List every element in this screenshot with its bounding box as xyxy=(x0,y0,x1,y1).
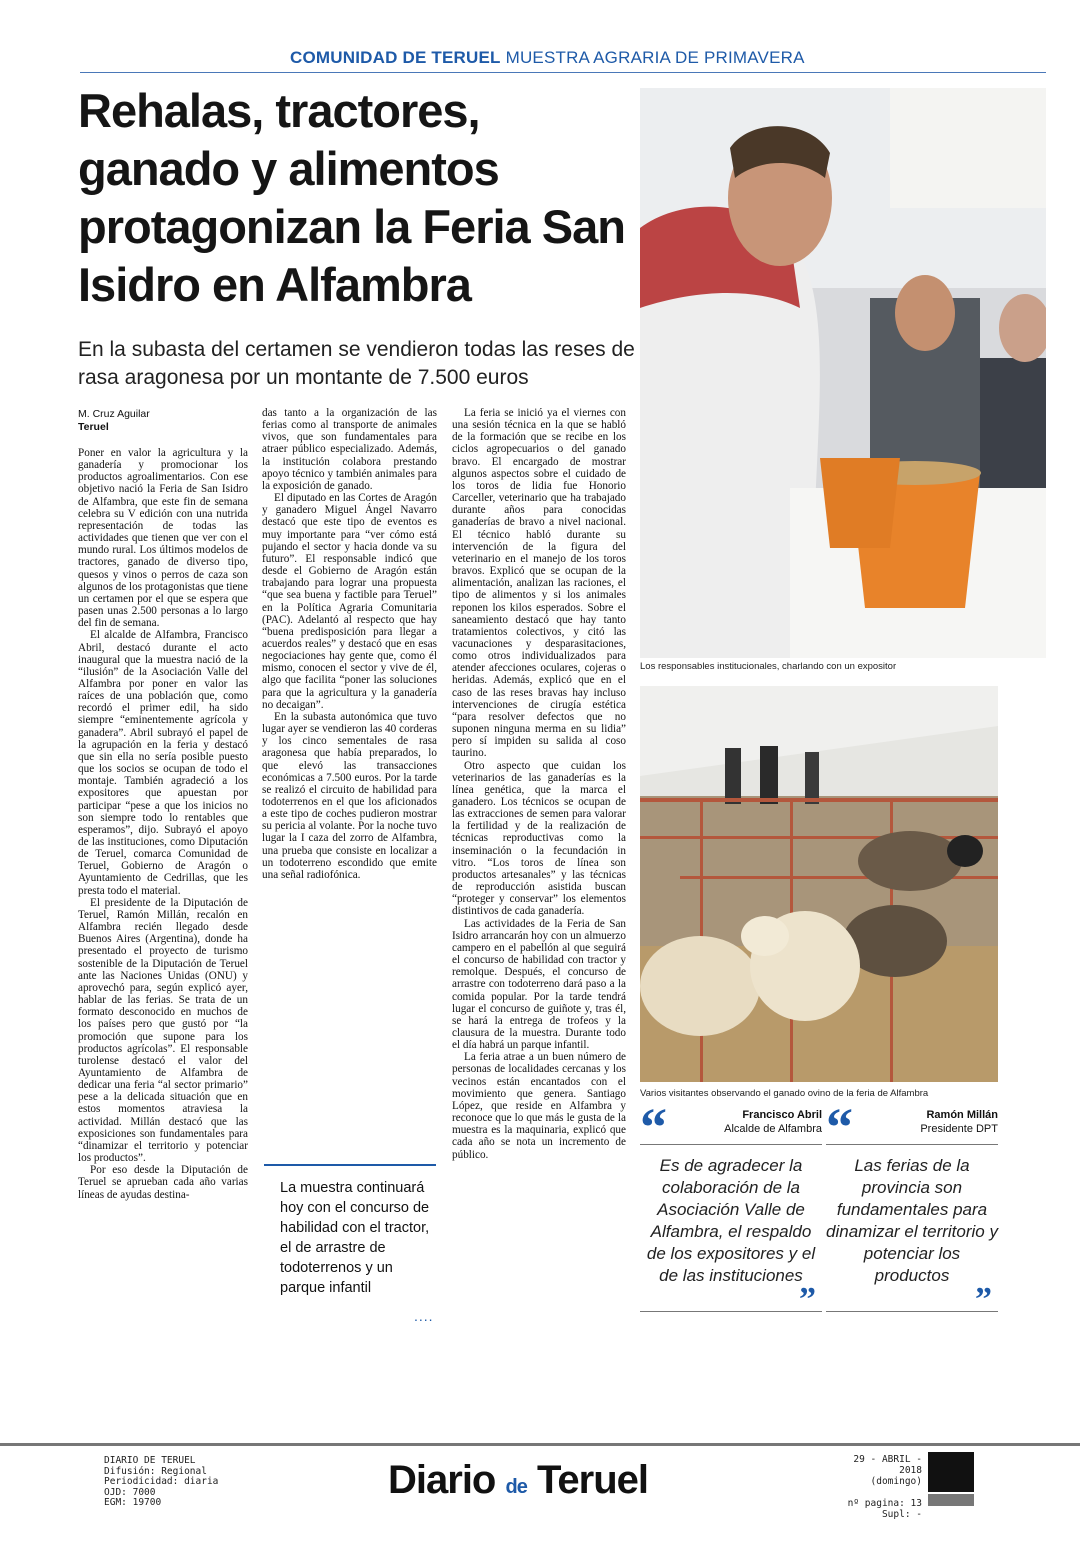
paragraph: La feria atrae a un buen número de personas de localidades cercanas y los vecinos están encantados con el movimiento que genera. Santiago López, que reside en Alfambra y reconoce que lo que más le gusta de la muestra es la maquinaria, explicó que cada año se nota un incremento de público. xyxy=(452,1051,626,1161)
quote-rule xyxy=(640,1144,822,1145)
pull-quote-text: La muestra continuará hoy con el concurso de habilidad con el tractor, el de arrastre de todoterrenos y un parque infantil xyxy=(280,1180,430,1296)
open-quote-icon: “ xyxy=(826,1097,853,1157)
body-column-1 xyxy=(78,447,248,1201)
quote-box-millan xyxy=(826,1097,998,1318)
photo-sheep xyxy=(640,686,998,1082)
footer-date-info xyxy=(826,1454,922,1520)
section-header xyxy=(290,48,890,68)
section-name: COMUNIDAD DE TERUEL xyxy=(290,48,501,67)
logo-word-2: de xyxy=(505,1476,527,1498)
byline-author: M. Cruz Aguilar xyxy=(78,408,150,420)
paragraph: Poner en valor la agricultura y la ganadería y promocionar los productos agroalimentarios. Con ese objetivo nació la Feria de San Isidro de Alfambra, que este fin de semana celebra su V edición con una nutrida representación de todas las actividades que tienen que ver con el mundo rural. Los últimos modelos de tractores, ganado de diverso tipo, quesos y vinos o perros de caza son algunos de los protagonistas que tiene un certamen por el que se espera que pasen unas 2.500 personas a lo largo del fin de semana. xyxy=(78,447,248,630)
quote-box-abril xyxy=(640,1097,822,1318)
logo-word-3: Teruel xyxy=(536,1458,649,1502)
footer-spacer xyxy=(826,1487,922,1498)
quote-text: Es de agradecer la colaboración de la Asociación Valle de Alfambra, el respaldo de los expositores y el de las instituciones xyxy=(646,1156,816,1285)
paragraph: El alcalde de Alfambra, Francisco Abril, destacó durante el acto inaugural que la muestra nació de la “ilusión” de la Asociación Valle del Alfambra por poner en valor las raíces de una población que, como recordó el primer edil, ha sido siempre “eminentemente agrícola y ganadera”. Abril subrayó el papel de la agrupación en la feria y destacó que sin ella no sería posible puesto que los socios se ocupan de todo el montaje. También agradeció a los expositores que apuestan por participar “pese a que los inicios no son siempre todo lo rentables que esperamos”, dijo. Subrayó el apoyo de las instituciones, como Diputación de Teruel, comarca Comunidad de Teruel, Gobierno de Aragón o Ayuntamiento de Cedrillas, que les presta todo el material. xyxy=(78,629,248,897)
footer-line: EGM: 19700 xyxy=(104,1497,162,1508)
quote-text: Las ferias de la provincia son fundamentales para dinamizar el territorio y potenciar los productos xyxy=(826,1156,998,1285)
footer-line: Periodicidad: diaria xyxy=(104,1476,219,1487)
footer-weekday: (domingo) xyxy=(870,1476,922,1487)
quote-name: Ramón Millán xyxy=(926,1109,998,1121)
photo-officials-caption: Los responsables institucionales, charlando con un expositor xyxy=(640,661,897,672)
photo-officials-image xyxy=(640,88,1046,658)
footer-rule xyxy=(0,1443,1080,1446)
byline xyxy=(78,408,150,434)
paragraph: El presidente de la Diputación de Teruel, Ramón Millán, recalón en Alfambra recién llegado desde Buenos Aires (Argentina), donde ha presentado el proyecto de turismo sostenible de la Diputación de Teruel ante las Naciones Unidas (ONU) y aprovechó para, según explicó ayer, hablar de las ferias. Se trata de un formato desconocido en muchos de los países pero que gustó por “la promoción que supone para los productos agrícolas”. El responsable turolense destacó el valor del Ayuntamiento de Alfambra de dedicar una feria “al sector primario” pese a la delicada situación que en estos momentos atraviesa la actividad. Millán destacó que las exposiciones son fundamentales para “dinamizar el territorio y potenciar los productos”. xyxy=(78,896,248,1165)
paragraph: La feria se inició ya el viernes con una sesión técnica en la que se habló de la formación que se recibe en los ciclos agropecuarios o del ganado bravo. El encargado de mostrar algunos aspectos sobre el cuidado de los toros de lidia fue Honorio Carceller, veterinario que ha trabajado durante años para conocidas ganaderías de bravo a nivel nacional. El técnico habló durante su intervención de la figura del veterinario en el manejo de los toros bravos. Explicó que se ocupan de la alimentación, analizan las raciones, el tipo de alimentos y si los animales reponen los kilos esperados. Sobre el saneamiento destacó que hay tanto tratamientos colectivos, y citó las vacunaciones y desparasitaciones, como otros individualizados para atender afecciones oculares, cojeras o heridas. Además, explicó que en el caso de las reses bravas hay incluso intervenciones de cirugía estética “para resolver defectos que no suponen ninguna merma en su lidia” pero sí impiden su salida al coso taurino. xyxy=(452,407,626,760)
footer-supplement: Supl: - xyxy=(881,1509,922,1520)
footer-publication-info xyxy=(104,1456,218,1509)
headline: Rehalas, tractores, ganado y alimentos protagonizan la Feria San Isidro en Alfambra xyxy=(78,84,625,311)
paragraph: Por eso desde la Diputación de Teruel se aprueban cada año varias líneas de ayudas destina- xyxy=(78,1164,248,1201)
footer-line: Difusión: Regional xyxy=(104,1465,207,1477)
header-rule xyxy=(80,72,1046,73)
stamp-icon xyxy=(928,1494,974,1506)
photo-sheep-caption: Varios visitantes observando el ganado ovino de la feria de Alfambra xyxy=(640,1088,929,1099)
body-column-2 xyxy=(262,407,437,881)
continuation-marker: .... xyxy=(414,1308,434,1324)
page-thumbnail xyxy=(928,1452,974,1492)
close-quote-icon: ” xyxy=(975,1281,992,1318)
photo-sheep-image xyxy=(640,686,998,1082)
body-column-3 xyxy=(452,407,626,1161)
photo-officials xyxy=(640,88,1046,658)
section-subtitle: MUESTRA AGRARIA DE PRIMAVERA xyxy=(505,48,805,67)
paragraph: Otro aspecto que cuidan los veterinarios de las ganaderías es la línea genética, que la marca el ganadero. Los técnicos se ocupan de las extracciones de semen para valorar la fertilidad y de la realización de técnicas reproductivas como la inseminación o la fecundación in vitro. “Los toros de línea son productos artesanales” y las técnicas de reproducción asistida buscan “proteger y conservar” los elementos distintivos de cada ganadería. xyxy=(452,759,626,918)
quote-rule-bottom xyxy=(640,1311,822,1312)
pull-quote xyxy=(264,1164,436,1298)
footer-line: DIARIO DE TERUEL xyxy=(104,1455,196,1466)
newspaper-logo xyxy=(388,1458,648,1503)
deck: En la subasta del certamen se vendieron todas las reses de rasa aragonesa por un montante de 7.500 euros xyxy=(78,338,635,389)
quote-role: Alcalde de Alfambra xyxy=(724,1123,822,1135)
paragraph: Las actividades de la Feria de San Isidro arrancarán hoy con un almuerzo campero en el pabellón al que seguirá el concurso de habilidad con tractor y remolque. Después, el concurso de arrastre con todoterreno dará paso a la comida popular. Por la tarde tendrá lugar el concurso de guiñote y, tras él, se hará la entrega de trofeos y la clausura de la muestra. Durante todo el día habrá un parque infantil. xyxy=(452,917,626,1052)
footer-date: 29 - ABRIL - 2018 xyxy=(853,1454,922,1476)
paragraph: El diputado en las Cortes de Aragón y ganadero Miguel Ángel Navarro destacó que este tipo de eventos es muy importante para “ver cómo está pujando el sector y hacia donde va su futuro”. El responsable indicó que desde el Gobierno de Aragón están trabajando para lograr una propuesta “que sea buena y factible para Teruel” en la Política Agraria Comunitaria (PAC). Adelantó al respecto que hay “buena predisposición para llegar a acuerdos reales” y destacó que en esas negociaciones hay gente que, como él mismo, conocen el sector y vive de él, algo que facilita “poner las soluciones para que la agricultura y la ganadería no decaigan”. xyxy=(262,492,437,711)
byline-location: Teruel xyxy=(78,421,109,433)
quote-role: Presidente DPT xyxy=(920,1123,998,1135)
quote-name: Francisco Abril xyxy=(742,1109,822,1121)
close-quote-icon: ” xyxy=(799,1281,816,1318)
footer-page: nº pagina: 13 xyxy=(847,1498,922,1509)
quote-rule-bottom xyxy=(826,1311,998,1312)
footer-line: OJD: 7000 xyxy=(104,1486,156,1498)
paragraph: En la subasta autonómica que tuvo lugar ayer se vendieron las 40 corderas y los cinco sementales de rasa aragonesa que había preparados, lo que elevó las transacciones económicas a 7.500 euros. Por la tarde se realizó el circuito de habilidad para todoterrenos en el que los aficionados a este tipo de coches pudieron mostrar su pericia al volante. Por la noche tuvo lugar la I caza del zorro de Alfambra, una prueba que consiste en localizar a un todoterreno escondido que emite una señal radiofónica. xyxy=(262,710,437,881)
paragraph: das tanto a la organización de las ferias como al transporte de animales vivos, que son fundamentales para atraer público especializado. Además, la institución colabora prestando apoyo técnico y también animales para la exposición de ganado. xyxy=(262,407,437,492)
quote-attribution xyxy=(640,1108,822,1136)
logo-word-1: Diario xyxy=(388,1458,496,1502)
open-quote-icon: “ xyxy=(640,1097,667,1157)
